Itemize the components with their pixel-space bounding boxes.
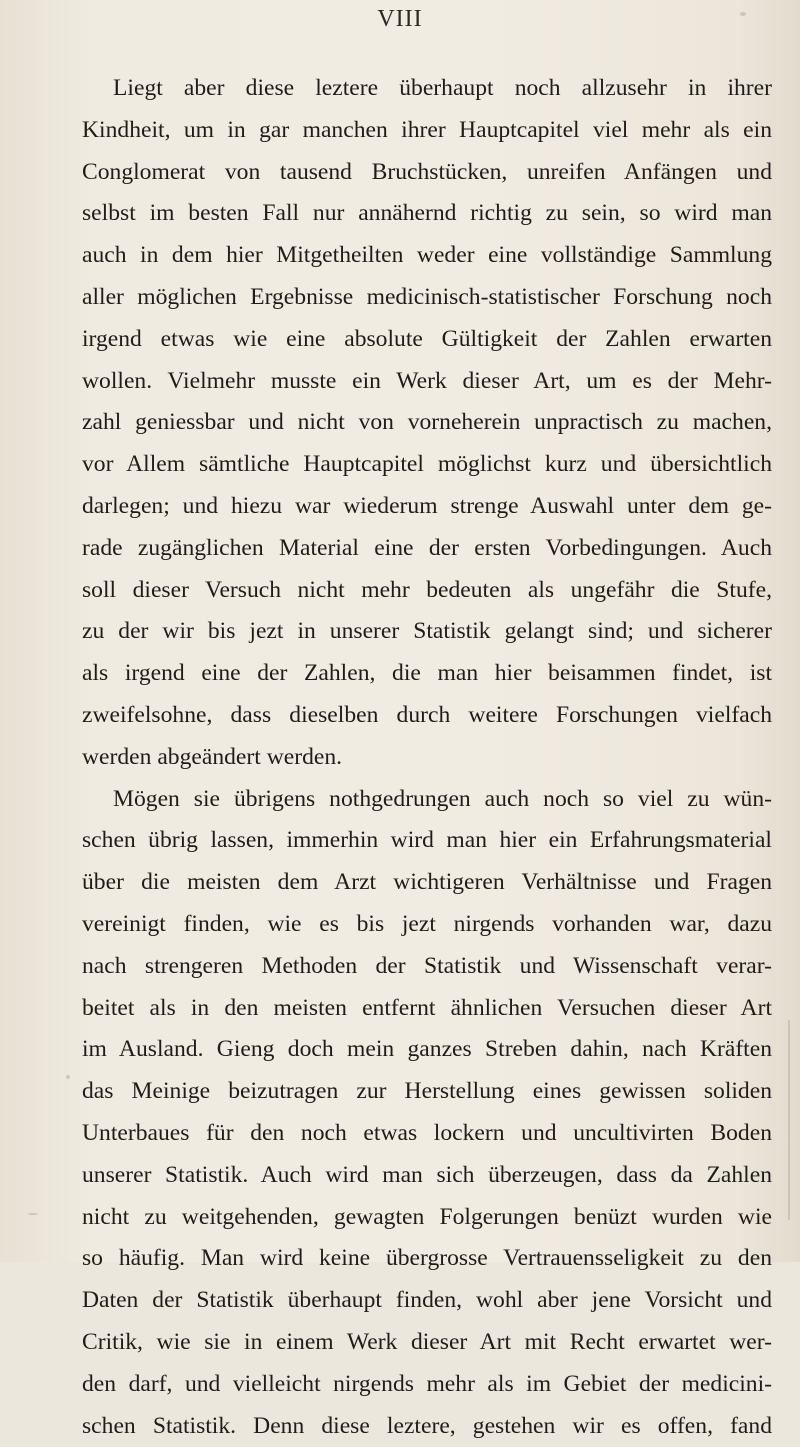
- page-number: VIII: [0, 6, 800, 33]
- paper-speck: [66, 1075, 70, 1079]
- text-line: auch in dem hier Mitgetheilten weder eine vollständige Sammlung: [82, 235, 772, 277]
- text-line: rade zugänglichen Material eine der ersten Vorbedingungen. Auch: [82, 528, 772, 570]
- text-line: nicht zu weitgehenden, gewagten Folgerungen benüzt wurden wie: [82, 1197, 772, 1239]
- text-line: zu der wir bis jezt in unserer Statistik gelangt sind; und sicherer: [82, 611, 772, 653]
- text-line: Mögen sie übrigens nothgedrungen auch noch so viel zu wün-: [82, 779, 772, 821]
- text-line: den darf, und vielleicht nirgends mehr als im Gebiet der medicini-: [82, 1364, 772, 1406]
- text-line: vereinigt finden, wie es bis jezt nirgends vorhanden war, dazu: [82, 904, 772, 946]
- text-line: unserer Statistik. Auch wird man sich überzeugen, dass da Zahlen: [82, 1155, 772, 1197]
- text-line: schen Statistik. Denn diese leztere, gestehen wir es offen, fand: [82, 1406, 772, 1447]
- text-line: werden abgeändert werden.: [82, 737, 772, 779]
- text-line: vor Allem sämtliche Hauptcapitel möglichst kurz und übersichtlich: [82, 444, 772, 486]
- text-line: Conglomerat von tausend Bruchstücken, unreifen Anfängen und: [82, 152, 772, 194]
- text-line: Daten der Statistik überhaupt finden, wohl aber jene Vorsicht und: [82, 1280, 772, 1322]
- text-line: über die meisten dem Arzt wichtigeren Verhältnisse und Fragen: [82, 862, 772, 904]
- text-line: zahl geniessbar und nicht von vorneherein unpractisch zu machen,: [82, 402, 772, 444]
- text-line: Liegt aber diese leztere überhaupt noch allzusehr in ihrer: [82, 68, 772, 110]
- text-line: so häufig. Man wird keine übergrosse Vertrauensseligkeit zu den: [82, 1238, 772, 1280]
- text-line: nach strengeren Methoden der Statistik und Wissenschaft verar-: [82, 946, 772, 988]
- text-line: Kindheit, um in gar manchen ihrer Hauptcapitel viel mehr als ein: [82, 110, 772, 152]
- text-line: zweifelsohne, dass dieselben durch weitere Forschungen vielfach: [82, 695, 772, 737]
- paper-speck: [28, 1213, 38, 1215]
- text-line: schen übrig lassen, immerhin wird man hier ein Erfahrungsmaterial: [82, 820, 772, 862]
- text-line: wollen. Vielmehr musste ein Werk dieser Art, um es der Mehr-: [82, 361, 772, 403]
- text-line: beitet als in den meisten entfernt ähnlichen Versuchen dieser Art: [82, 988, 772, 1030]
- text-line: als irgend eine der Zahlen, die man hier beisammen findet, ist: [82, 653, 772, 695]
- text-line: aller möglichen Ergebnisse medicinisch-statistischer Forschung noch: [82, 277, 772, 319]
- text-line: Critik, wie sie in einem Werk dieser Art mit Recht erwartet wer-: [82, 1322, 772, 1364]
- page-edge-shadow: [788, 1020, 790, 1220]
- text-line: darlegen; und hiezu war wiederum strenge Auswahl unter dem ge-: [82, 486, 772, 528]
- text-line: Unterbaues für den noch etwas lockern und uncultivirten Boden: [82, 1113, 772, 1155]
- text-line: selbst im besten Fall nur annähernd richtig zu sein, so wird man: [82, 193, 772, 235]
- body-text: [82, 68, 772, 1447]
- text-line: im Ausland. Gieng doch mein ganzes Streben dahin, nach Kräften: [82, 1029, 772, 1071]
- text-line: soll dieser Versuch nicht mehr bedeuten als ungefähr die Stufe,: [82, 570, 772, 612]
- text-line: das Meinige beizutragen zur Herstellung eines gewissen soliden: [82, 1071, 772, 1113]
- text-line: irgend etwas wie eine absolute Gültigkeit der Zahlen erwarten: [82, 319, 772, 361]
- paper-speck: [740, 12, 746, 16]
